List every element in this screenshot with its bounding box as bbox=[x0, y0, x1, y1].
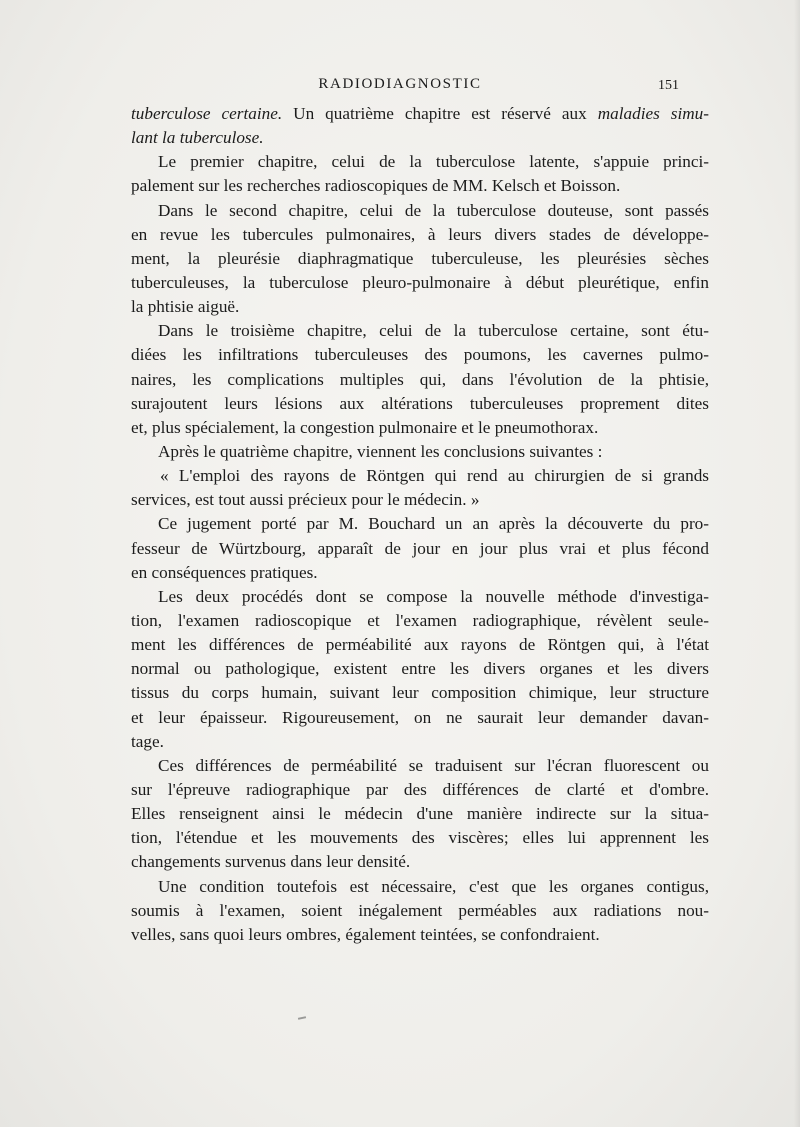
text-line: et leur épaisseur. Rigoureusement, on ne saurait leur demander davan- bbox=[131, 707, 709, 727]
paragraph-first-line: Ce jugement porté par M. Bouchard un an après la découverte du pro- bbox=[158, 514, 709, 534]
paragraph-first-line: Après le quatrième chapitre, viennent les conclusions suivantes : bbox=[158, 441, 603, 461]
text-line: tion, l'examen radioscopique et l'examen radiographique, révèlent seule- bbox=[131, 610, 709, 630]
text-line bbox=[131, 102, 709, 126]
paragraph-first-line: Dans le troisième chapitre, celui de la tuberculose certaine, sont étu- bbox=[158, 321, 709, 341]
text-line: lant la tuberculose. bbox=[131, 128, 264, 148]
page-number: 151 bbox=[658, 78, 679, 93]
text-line: fesseur de Würtzbourg, apparaît de jour en jour plus vrai et plus fécond bbox=[131, 538, 709, 558]
text-line: Elles renseignent ainsi le médecin d'une manière indirecte sur la situa- bbox=[131, 804, 709, 824]
text-line: diées les infiltrations tuberculeuses des poumons, les cavernes pulmo- bbox=[131, 345, 709, 365]
italic-phrase: maladies simu- bbox=[597, 104, 709, 123]
paragraph-first-line: Dans le second chapitre, celui de la tuberculose douteuse, sont passés bbox=[158, 200, 709, 220]
text-line: tissus du corps humain, suivant leur composition chimique, leur structure bbox=[131, 683, 709, 703]
text-line: palement sur les recherches radioscopiques de MM. Kelsch et Boisson. bbox=[131, 176, 621, 196]
text-line: en conséquences pratiques. bbox=[131, 562, 318, 582]
paragraph-first-line: Les deux procédés dont se compose la nouvelle méthode d'investiga- bbox=[158, 586, 709, 606]
running-title: RADIODIAGNOSTIC bbox=[318, 76, 482, 92]
text-line: tuberculeuses, la tuberculose pleuro-pulmonaire à début pleurétique, enfin bbox=[131, 272, 709, 292]
text-line: ment, la pleurésie diaphragmatique tuberculeuse, les pleurésies sèches bbox=[131, 248, 709, 268]
text-run: Un quatrième chapitre est réservé aux bbox=[282, 104, 598, 123]
text-line: naires, les complications multiples qui, dans l'évolution de la phtisie, bbox=[131, 369, 709, 389]
text-line: soumis à l'examen, soient inégalement perméables aux radiations nou- bbox=[131, 900, 709, 920]
text-line: et, plus spécialement, la congestion pulmonaire et le pneumothorax. bbox=[131, 417, 599, 437]
text-line: changements survenus dans leur densité. bbox=[131, 852, 411, 872]
text-line: en revue les tubercules pulmonaires, à leurs divers stades de développe- bbox=[131, 224, 709, 244]
running-head bbox=[0, 73, 800, 95]
text-line: surajoutent leurs lésions aux altérations tuberculeuses proprement dites bbox=[131, 393, 709, 413]
paragraph-first-line: Une condition toutefois est nécessaire, c'est que les organes contigus, bbox=[158, 876, 709, 896]
text-line: normal ou pathologique, existent entre les divers organes et les divers bbox=[131, 659, 709, 679]
text-line: services, est tout aussi précieux pour le médecin. » bbox=[131, 490, 480, 510]
paragraph-first-line: Ces différences de perméabilité se traduisent sur l'écran fluorescent ou bbox=[158, 755, 709, 775]
text-line: velles, sans quoi leurs ombres, également teintées, se confondraient. bbox=[131, 924, 600, 944]
text-line: la phtisie aiguë. bbox=[131, 297, 240, 317]
page-edge-shadow bbox=[794, 0, 800, 1127]
italic-phrase: tuberculose certaine. bbox=[131, 104, 283, 123]
text-line: tion, l'étendue et les mouvements des viscères; elles lui apprennent les bbox=[131, 828, 709, 848]
quote-first-line: « L'emploi des rayons de Röntgen qui rend au chirurgien de si grands bbox=[160, 466, 709, 486]
text-line: sur l'épreuve radiographique par des différences de clarté et d'ombre. bbox=[131, 779, 709, 799]
text-line: tage. bbox=[131, 731, 164, 751]
ink-speck bbox=[298, 1016, 306, 1020]
text-line: ment les différences de perméabilité aux rayons de Röntgen qui, à l'état bbox=[131, 635, 709, 655]
body-text bbox=[131, 102, 709, 947]
paragraph-first-line: Le premier chapitre, celui de la tuberculose latente, s'appuie princi- bbox=[158, 152, 709, 172]
